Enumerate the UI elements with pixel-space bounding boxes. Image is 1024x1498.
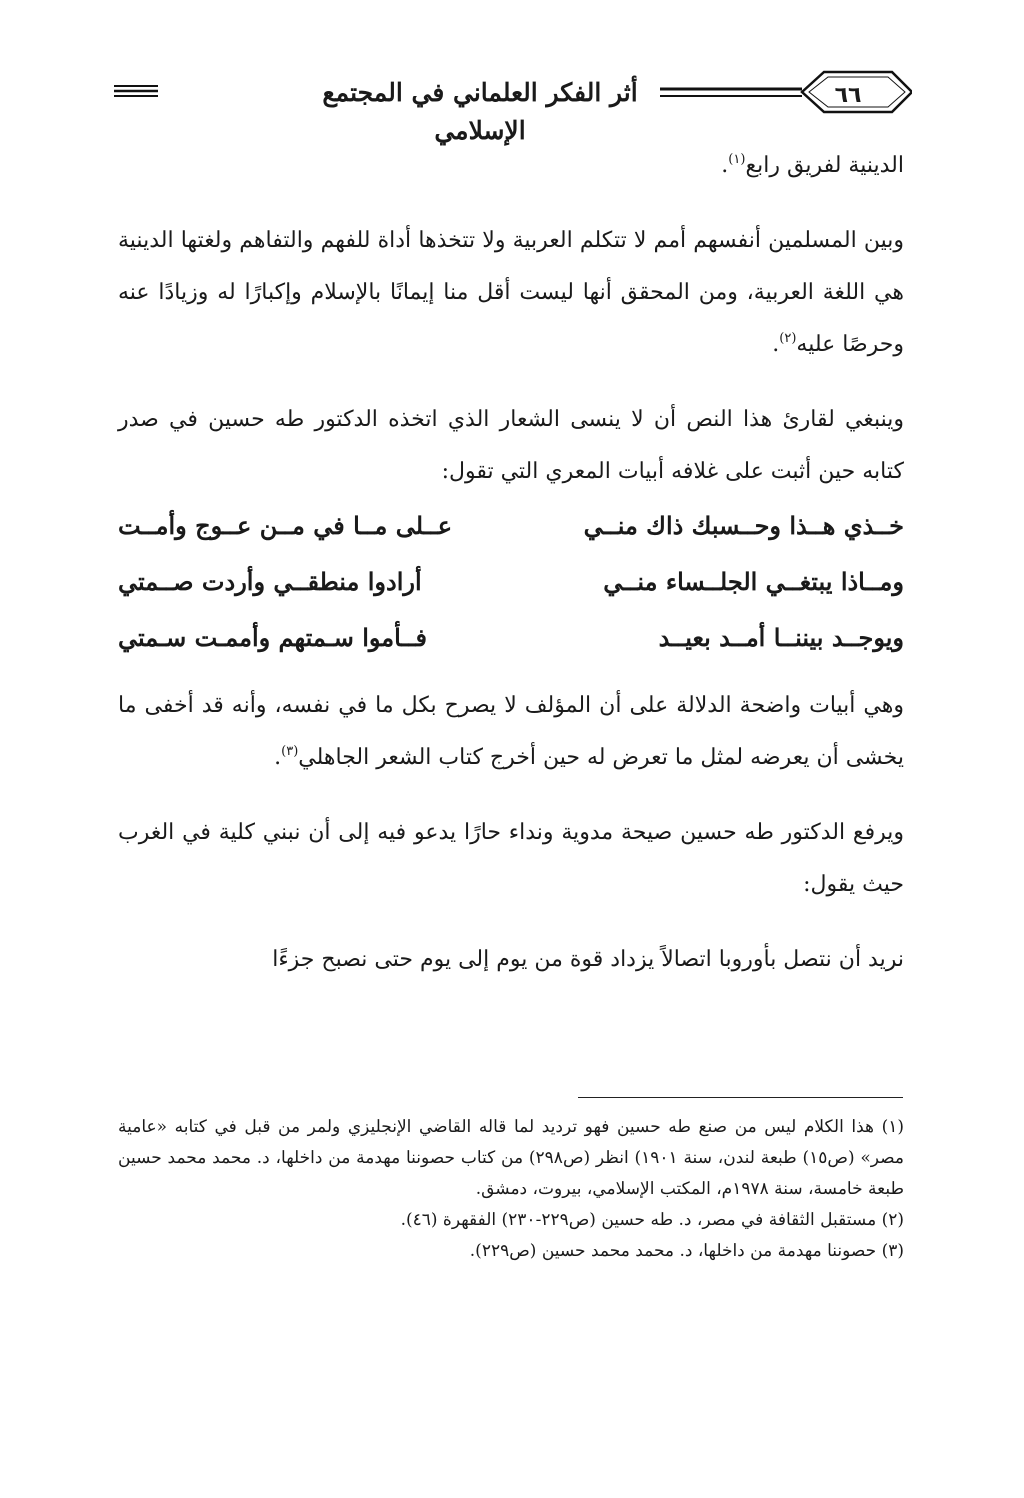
poem-verses bbox=[118, 498, 904, 666]
running-header bbox=[112, 62, 912, 145]
footnote-ref: (٢) bbox=[779, 331, 797, 346]
sentence-end: . bbox=[274, 745, 282, 770]
paragraph-text: وبين المسلمين أنفسهم أمم لا تتكلم العربية ولا تتخذها أداة للفهم والتفاهم ولغتها الدينية هي اللغة العربية، ومن المحقق أنها ليست أقل منا إيمانًا بالإسلام وإكبارًا له وزيادًا عنه وحرصًا عليه bbox=[118, 228, 904, 357]
verse-first-hemistich: ويوجــد بيننــا أمــد بعيــد bbox=[658, 623, 904, 652]
verse-second-hemistich: عــلى مــا في مــن عــوج وأمــت bbox=[118, 511, 453, 540]
paragraph bbox=[118, 215, 904, 371]
sentence-end: . bbox=[772, 332, 780, 357]
paragraph bbox=[118, 807, 904, 911]
verse-first-hemistich: ومــاذا يبتغــي الجلــساء منــي bbox=[603, 567, 904, 596]
running-title: أثر الفكر العلماني في المجتمع الإسلامي bbox=[300, 74, 660, 112]
paragraph-text: الدينية لفريق رابع bbox=[745, 153, 904, 178]
paragraph-text: وينبغي لقارئ هذا النص أن لا ينسى الشعار الذي اتخذه الدكتور طه حسين في صدر كتابه حين أثبت على غلافه أبيات المعري التي تقول: bbox=[118, 407, 904, 484]
footnote-ref: (١) bbox=[728, 152, 746, 167]
paragraph-text: وهي أبيات واضحة الدلالة على أن المؤلف لا يصرح بكل ما في نفسه، وأنه قد أخفى ما يخشى أن يعرضه لمثل ما تعرض له حين أخرج كتاب الشعر الجاهلي bbox=[118, 693, 904, 770]
paragraph-text: نريد أن نتصل بأوروبا اتصالاً يزداد قوة من يوم إلى يوم حتى نصبح جزءًا bbox=[272, 947, 904, 972]
footnotes bbox=[118, 1112, 904, 1267]
paragraph-text: ويرفع الدكتور طه حسين صيحة مدوية ونداء حارًا يدعو فيه إلى أن نبني كلية في الغرب حيث يقول: bbox=[118, 820, 904, 897]
sentence-end: . bbox=[721, 153, 729, 178]
verse-second-hemistich: فــأموا سـمتهم وأممـت سـمتي bbox=[118, 623, 427, 652]
verse bbox=[118, 610, 904, 666]
paragraph bbox=[118, 680, 904, 784]
footnote: (٣) حصوننا مهدمة من داخلها، د. محمد محمد حسين (ص٢٢٩). bbox=[469, 1241, 904, 1261]
footnote: (٢) مستقبل الثقافة في مصر، د. طه حسين (ص٢٢٩-٢٣٠) الفقهرة (٤٦). bbox=[400, 1210, 904, 1230]
paragraph bbox=[118, 140, 904, 192]
paragraph bbox=[118, 934, 904, 986]
footnote-ref: (٣) bbox=[281, 744, 299, 759]
paragraph bbox=[118, 394, 904, 498]
verse-first-hemistich: خــذي هــذا وحــسبك ذاك منــي bbox=[583, 511, 904, 540]
page-number: ٦٦ bbox=[834, 83, 862, 108]
footnote-separator bbox=[578, 1097, 903, 1098]
verse bbox=[118, 554, 904, 610]
body-text bbox=[118, 140, 904, 1009]
verse-second-hemistich: أرادوا منطقــي وأردت صــمتي bbox=[118, 567, 422, 596]
footnote: (١) هذا الكلام ليس من صنع طه حسين فهو ترديد لما قاله القاضي الإنجليزي ولمر من قبل في كتابه «عامية مصر» (ص١٥) طبعة لندن، سنة ١٩٠١) انظر (ص٢٩٨) من كتاب حصوننا مهدمة من داخلها، د. محمد محمد حسين طبعة خامسة، سنة ١٩٧٨م، المكتب الإسلامي، بيروت، دمشق. bbox=[118, 1117, 904, 1199]
verse bbox=[118, 498, 904, 554]
